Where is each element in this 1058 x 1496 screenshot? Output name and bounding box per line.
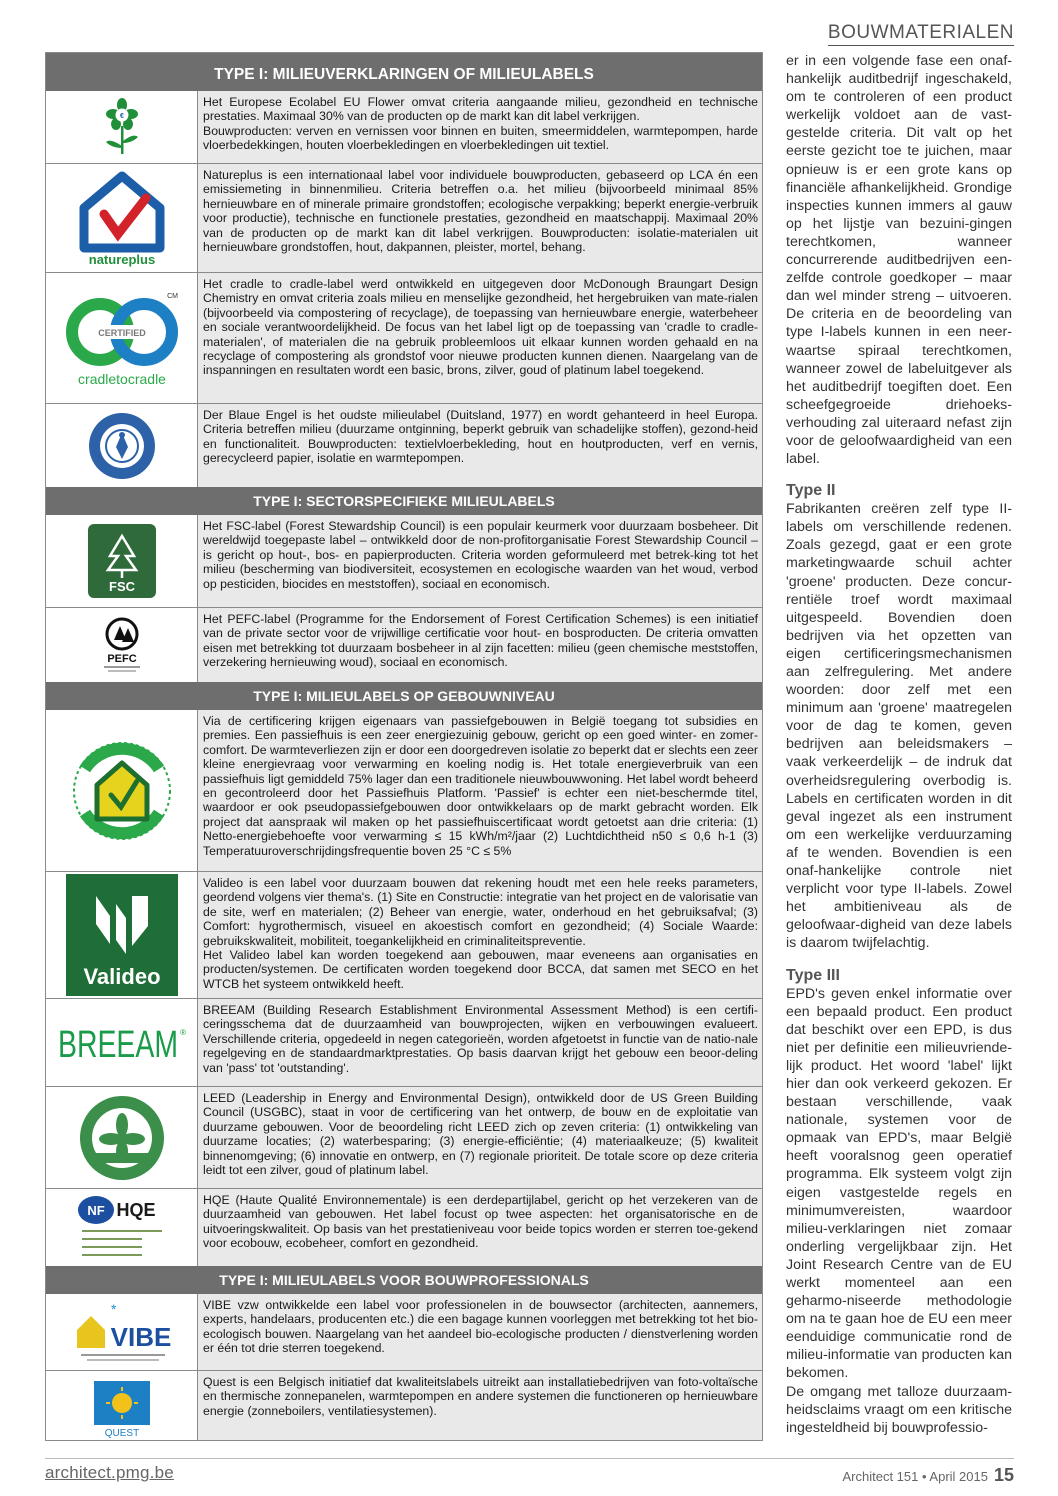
natureplus-description: Natureplus is een internationaal label voor individuele bouwproducten, gebaseerd op LCA én een emissiemeting in binnenmilieu. Criteria betreffen o.a. het milieu (bijvoorbeeld minimaal 85% hernieuwbare en of minerale primaire grondstoffen; ecologische verpakking; beperkt energie-verbruik voor productie), technische en functionele prestaties, gezondheid en maatschappij. Maximaal 20% van de producten op de markt kan dit label verkrijgen. Bouwproducten: isolatie-materialen uit hernieuwbare grondstoffen, hout, dakpannen, pleister, mortel, behang.	[198, 164, 762, 272]
quest-description: Quest is een Belgisch initiatief dat kwaliteitslabels uitreikt aan installatiebedrijven van foto-voltaïsche en thermische zonnepanelen, warmtepompen en andere systemen die functioneren op hernieuwbare energie (zonneboilers, ventilatiesystemen).	[198, 1371, 762, 1440]
passiefhuis-logo	[46, 710, 198, 871]
natureplus-logo	[46, 164, 198, 272]
hqe-description: HQE (Haute Qualité Environnementale) is een derdepartijlabel, gericht op het verzekeren van de duurzaamheid van gebouwen. Het label focust op twee aspecten: het organisatorische en de uitvoeringskwaliteit. Op basis van het prestatieniveau voor beide topics worden er sterren toe-gekend voor ecobouw, ecobeheer, comfort en gezondheid.	[198, 1189, 762, 1266]
sun-icon	[112, 1393, 132, 1413]
svg-text:€: €	[119, 113, 124, 120]
ecolabel-description: Het Europese Ecolabel EU Flower omvat criteria aangaande milieu, gezondheid en technische prestaties. Maximaal 30% van de producten op de markt kan dit label verkrijgen. Bouwproducten: verven en vernissen voor binnen en buiten, smeermiddelen, warmtepompen, harde vloerbedekkingen, houten vloerbekledingen en vloerbekledingen uit textiel.	[198, 91, 762, 163]
table-row-fsc	[46, 515, 762, 607]
table-row-passiefhuis	[46, 710, 762, 871]
table-row-ecolabel	[46, 91, 762, 163]
table-row-natureplus	[46, 163, 762, 272]
table-row-breeam	[46, 998, 762, 1086]
heading-type3: Type III	[786, 966, 840, 984]
footer-page-info	[842, 1465, 1014, 1486]
c2c-wordmark: cradletocradle	[77, 371, 166, 387]
table-row-c2c	[46, 272, 762, 403]
page-number: 15	[993, 1465, 1014, 1485]
valideo-logo	[46, 872, 198, 998]
blaue-engel-description: Der Blaue Engel is het oudste milieulabel (Duitsland, 1977) en wordt gehanteerd in heel Europa. Criteria betreffen milieu (duurzame ontginning, beperkt gebruik van schadelijke stoffen), gezond-heid en functionaliteit. Bouwproducten: textielvloerbekleding, hout en houtproducten, verf en vernis, gerecycleerd papier, isolatie en warmtepompen.	[198, 404, 762, 487]
natureplus-wordmark: natureplus	[88, 252, 155, 267]
footer-site-link[interactable]: architect.pmg.be	[45, 1463, 174, 1482]
table-row-valideo	[46, 871, 762, 998]
leed-logo	[46, 1087, 198, 1188]
breeam-description: BREEAM (Building Research Establishment Environmental Assessment Method) is een certifi-ceringsschema dat de duurzaamheid van bouwprojecten, wijken en verbouwingen evalueert. Verschillende criteria, opgedeeld in negen categorieën, worden afgetoetst in functie van de natio-nale regelgeving en de standaardmarktprestaties. Op basis daarvan krijgt het gebouw een beoor-deling van 'pass' tot 'outstanding'.	[198, 999, 762, 1086]
table-row-pefc	[46, 607, 762, 682]
c2c-certified-badge: CERTIFIED	[97, 328, 146, 338]
footer-issue: Architect 151 • April 2015	[842, 1469, 988, 1484]
valideo-wordmark: Valideo	[82, 964, 161, 989]
blaue-engel-icon	[87, 411, 157, 481]
article-column	[786, 52, 1012, 1437]
pefc-description: Het PEFC-label (Programme for the Endorsement of Forest Certification Schemes) is een initiatief van de private sector voor de vrijwillige certificatie voor hout- en bosproducten. De criteria omvatten eisen met betrekking tot duurzaam bosbeheer in al zijn facetten: milieu (geen chemische meststoffen, verzekering hernieuwing woud), sociaal en economisch.	[198, 608, 762, 682]
hqe-logo	[46, 1189, 198, 1266]
vibe-house-icon	[77, 1316, 105, 1348]
fsc-logo	[46, 515, 198, 607]
svg-text:*: *	[110, 1301, 116, 1317]
table-header-type1: TYPE I: MILIEUVERKLARINGEN OF MILIEULABELS	[46, 53, 762, 91]
hqe-wordmark: HQE	[115, 1199, 156, 1220]
breeam-logo	[46, 999, 198, 1086]
c2c-logo	[46, 273, 198, 403]
footer-divider	[45, 1458, 1014, 1459]
table-row-quest	[46, 1370, 762, 1440]
blaue-engel-logo	[46, 404, 198, 487]
breeam-wordmark: BREEAM	[57, 1023, 178, 1065]
intro-paragraph: er in een volgende fase een onaf-hankelijk auditbedrijf ingeschakeld, om te controleren of een product werkelijk voldoet aan de vast-gestelde criteria. Dit valt op het eerste gezicht toe te juichen, maar opnieuw is er een grote kans op financiële afhankelijkheid. Grondige inspecties kunnen immers al gauw op het lijstje van bezuini-gingen terechtkomen, wanneer concurrerende auditbedrijven een-zelfde controle goedkoper – maar dan wel minder streng – uitvoeren. De criteria en de beoordeling van type I-labels kunnen in een neer-waartse spiraal terechtkomen, wanneer zowel de labeluitgever als het auditbedrijf toegiften doet. Een scheefgegroeide driehoeks-verhouding zal uiteraard nefast zijn voor de geloofwaardigheid van een label.	[786, 53, 1012, 468]
heading-type2: Type II	[786, 482, 836, 500]
pefc-wordmark: PEFC	[106, 653, 137, 665]
fsc-description: Het FSC-label (Forest Stewardship Council) is een populair keurmerk voor duurzaam bosbeheer. Dit wereldwijd toegepaste label – ontwikkeld door de non-profitorganisatie Forest Stewardship Council – is gericht op hout-, bos- en papierproducten. Criteria worden geformuleerd met betrek-king tot het milieu (bescherming van biodiversiteit, ecosystemen en ecologische waarden van het woud, verbod op pesticiden, biocides en meststoffen), sociaal en economisch.	[198, 515, 762, 607]
valideo-description: Valideo is een label voor duurzaam bouwen dat rekening houdt met een hele reeks parameters, geordend volgens vier thema's. (1) Site en Constructie: integratie van het project en de valorisatie van de site, werf en materialen; (2) Beheer van energie, water, onderhoud en het gebruiksafval; (3) Comfort: hygrothermisch, visueel en akoestisch comfort en gezondheid; (4) Sociale Waarde: gebruikskwaliteit, mobiliteit, toegankelijkheid en criminaliteitspreventie. Het Valideo label kan worden toegekend aan gebouwen, maar eveneens aan organisaties en producten/systemen. De certificaten worden toegekend door BCCA, dat samen met SECO en het WTCB het systeem ontwikkeld heeft.	[198, 872, 762, 998]
table-row-leed	[46, 1086, 762, 1188]
type2-paragraph: Fabrikanten creëren zelf type II-labels om verschillende redenen. Zoals gezegd, gaat er een grote marketingwaarde schuil achter 'groene' producten. Deze concur-rentiële troef wordt maximaal uitgespeeld. Bovendien doen bedrijven via het opzetten van eigen certificeringsmechanismen aan zelfregulering. Met andere woorden: door zelf met een minimum aan 'groene' maatregelen voor de dag te komen, geven bedrijven aan beleidsmakers – vaak verkeerdelijk – de indruk dat overheidsregulering overbodig is. Labels en certificaten worden in dit geval ingezet als een instrument om een werkelijke verduurzaming af te wenden. Bovendien is een onaf-hankelijke controle niet verplicht voor type II-labels. Zowel het ambitieniveau als de geloofwaar-digheid van deze labels is daarom twijfelachtig.	[786, 501, 1012, 952]
leed-description: LEED (Leadership in Energy and Environmental Design), ontwikkeld door de US Green Building Council (USGBC), staat in voor de certificering van het ontwerp, de bouw en de exploitatie van duurzame gebouwen. Voor de beoordeling richt LEED zich op zeven criteria: (1) ontwikkeling van duurzame locaties; (2) waterbesparing; (3) energie-efficiëntie; (4) materiaalkeuze; (5) kwaliteit binnenomgeving; (6) innovatie en ontwerp, en (7) regionale prioriteit. De totale score op deze criteria leidt tot een zilver, goud of platinum label.	[198, 1087, 762, 1188]
leed-usgbc-icon	[77, 1093, 167, 1183]
c2c-description: Het cradle to cradle-label werd ontwikkeld en uitgegeven door McDonough Braungart Design Chemistry en omvat criteria zoals milieu en menselijke gezondheid, het hergebruiken van mate-rialen (bijvoorbeeld via compostering of recyclage), de toepassing van hernieuwbare energie, waterbeheer en sociale verantwoordelijkheid. De focus van het label ligt op de toepassing van 'cradle to cradle-materialen', of materialen die na gebruik probleemloos uit elkaar kunnen worden gehaald en na recyclage of compostering als grondstof voor nieuwe producten kunnen dienen. Naargelang van de inspanningen en resultaten wordt een basic, brons, zilver, goud of platinum label toegekend.	[198, 273, 762, 403]
vibe-wordmark: VIBE	[110, 1322, 171, 1352]
eu-ecolabel-logo	[46, 91, 198, 163]
table-header-professionals: TYPE I: MILIEULABELS VOOR BOUWPROFESSIONALS	[46, 1266, 762, 1294]
svg-text:CM: CM	[166, 293, 178, 300]
type3-paragraph: EPD's geven enkel informatie over een bepaald product. Een product dat beschikt over een EPD, is dus niet per definitie een milieuvriende-lijk product. Het woord 'label' lijkt hier dan ook verkeerd gekozen. Er bestaan verschillende, vaak nationale, systemen voor de opmaak van EPD's, maar België heeft vooralsnog geen operatief programma. Elk systeem volgt zijn eigen vastgestelde regels en minimumvereisten, waardoor milieu-verklaringen niet zomaar onderling vergelijkbaar zijn. Het Joint Research Centre van de EU werkt momenteel aan een geharmo-niseerde methodologie om na te gaan hoe de EU een meer eenduidige communicatie rond de milieu-informatie van producten kan bekomen.	[786, 985, 1012, 1382]
eu-flower-icon	[92, 96, 152, 158]
quest-wordmark: QUEST	[104, 1427, 139, 1439]
natureplus-house-icon	[84, 176, 160, 248]
table-row-blaue-engel	[46, 403, 762, 487]
passiefhuis-seal-icon	[67, 733, 177, 849]
svg-text:®: ®	[179, 1027, 186, 1037]
table-header-building: TYPE I: MILIEULABELS OP GEBOUWNIVEAU	[46, 682, 762, 710]
passiefhuis-description: Via de certificering krijgen eigenaars van passiefgebouwen in België toegang tot subsidies en premies. Een passiefhuis is een zeer energiezuinig gebouw, gericht op een goed winter- en zomer-comfort. De warmteverliezen zijn er door een doorgedreven isolatie zo beperkt dat er slechts een zeer kleine energievraag voor verwarming en koeling nodig is. Het totale energieverbruik van een passiefhuis ligt gemiddeld 75% lager dan een traditionele nieuwbouwwoning. Het label wordt beheerd en gecontroleerd door het Passiefhuis Platform. 'Passief' is echter een niet-beschermde titel, waardoor er ook pseudopassiefgebouwen door ontwikkelaars op de markt gebracht worden. Elk project dat aanspraak wil maken op het passiefhuiscertificaat wordt getoetst aan drie criteria: (1) Netto-energiebehoefte voor verwarming ≤ 15 kWh/m²/jaar (2) Luchtdichtheid n50 ≤ 0,6 h-1 (3) Temperatuuroverschrijdingsfrequentie boven 25 °C ≤ 5%	[198, 710, 762, 871]
vibe-logo	[46, 1294, 198, 1370]
table-row-vibe	[46, 1294, 762, 1370]
quest-logo	[46, 1371, 198, 1440]
table-row-hqe	[46, 1188, 762, 1266]
pefc-logo	[46, 608, 198, 682]
section-title: BOUWMATERIALEN	[828, 22, 1014, 46]
labels-table	[45, 52, 763, 1441]
svg-text:NF: NF	[86, 1202, 105, 1218]
closing-paragraph: De omgang met talloze duurzaam-heidsclaims vraagt om een kritische ingesteldheid bij bouwprofessio-	[786, 1383, 1012, 1436]
table-header-sector: TYPE I: SECTORSPECIFIEKE MILIEULABELS	[46, 487, 762, 515]
vibe-description: VIBE vzw ontwikkelde een label voor professionelen in de bouwsector (architecten, aannemers, experts, handelaars, producenten etc.) die een bagage kunnen voorleggen met betrekking tot het bio-ecologisch bouwen. Naargelang van het aandeel bio-ecologische producten / dienstverlening worden er één tot drie sterren toegekend.	[198, 1294, 762, 1370]
fsc-wordmark: FSC	[108, 579, 135, 594]
